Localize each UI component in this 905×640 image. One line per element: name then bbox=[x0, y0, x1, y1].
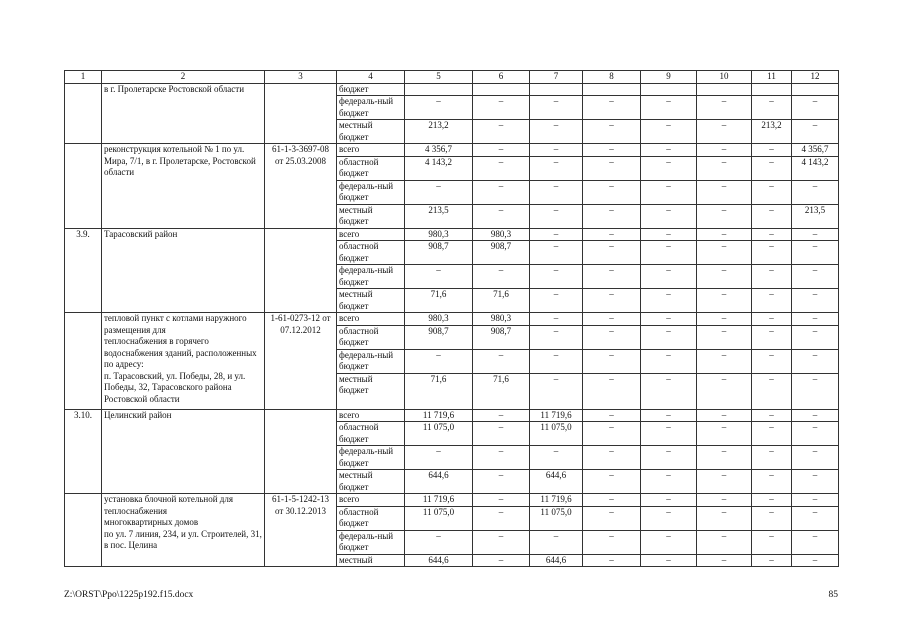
amount-cell: – bbox=[641, 265, 697, 289]
amount-cell: – bbox=[641, 506, 697, 530]
project-code-cell bbox=[265, 228, 337, 313]
item-number-cell bbox=[65, 494, 102, 567]
amount-cell: 213,5 bbox=[792, 204, 839, 228]
amount-cell: – bbox=[583, 349, 641, 373]
project-code-cell: 61-1-5-1242-13 от 30.12.2013 bbox=[265, 494, 337, 567]
amount-cell: – bbox=[405, 530, 473, 554]
amount-cell: – bbox=[697, 120, 752, 144]
item-name-line: установка блочной котельной для теплоснабжения bbox=[104, 494, 234, 516]
amount-cell: – bbox=[583, 470, 641, 494]
amount-cell: – bbox=[792, 349, 839, 373]
amount-cell: 4 356,7 bbox=[405, 144, 473, 157]
funding-source-cell: областной бюджет bbox=[337, 325, 405, 349]
amount-cell: – bbox=[583, 446, 641, 470]
amount-cell: – bbox=[583, 180, 641, 204]
amount-cell: – bbox=[530, 144, 583, 157]
amount-cell: – bbox=[473, 530, 530, 554]
amount-cell: – bbox=[473, 409, 530, 422]
amount-cell bbox=[792, 83, 839, 96]
amount-cell: 11 075,0 bbox=[405, 422, 473, 446]
table-row bbox=[65, 494, 839, 507]
funding-source-cell: всего bbox=[337, 228, 405, 241]
amount-cell: – bbox=[530, 313, 583, 326]
amount-cell: 980,3 bbox=[405, 313, 473, 326]
amount-cell: – bbox=[530, 120, 583, 144]
amount-cell: – bbox=[641, 289, 697, 313]
funding-source-cell: всего bbox=[337, 494, 405, 507]
amount-cell: 908,7 bbox=[473, 241, 530, 265]
amount-cell: – bbox=[752, 204, 792, 228]
amount-cell: 644,6 bbox=[405, 554, 473, 567]
amount-cell: – bbox=[641, 530, 697, 554]
amount-cell: – bbox=[792, 373, 839, 409]
funding-source-cell: областной бюджет bbox=[337, 506, 405, 530]
amount-cell: – bbox=[792, 180, 839, 204]
amount-cell: 908,7 bbox=[405, 325, 473, 349]
amount-cell: – bbox=[530, 530, 583, 554]
header-cell: 10 bbox=[697, 71, 752, 84]
amount-cell: – bbox=[583, 120, 641, 144]
item-name-cell bbox=[102, 144, 265, 229]
item-name-line: п. Тарасовский, ул. Победы, 28, и ул. Победы, 32, Тарасовского района Ростовской области bbox=[104, 370, 246, 404]
amount-cell: – bbox=[641, 313, 697, 326]
amount-cell: – bbox=[697, 96, 752, 120]
amount-cell: – bbox=[792, 313, 839, 326]
item-name-line: реконструкция котельной № 1 по ул. Мира, 7/1, в г. Пролетарске, Ростовской области bbox=[104, 144, 256, 177]
amount-cell: – bbox=[473, 204, 530, 228]
amount-cell: – bbox=[697, 265, 752, 289]
amount-cell: – bbox=[752, 554, 792, 567]
amount-cell: – bbox=[641, 228, 697, 241]
amount-cell: – bbox=[583, 325, 641, 349]
amount-cell: – bbox=[752, 180, 792, 204]
amount-cell: – bbox=[530, 180, 583, 204]
amount-cell: – bbox=[583, 204, 641, 228]
item-name-line: в пос. Целина bbox=[104, 540, 158, 550]
amount-cell: – bbox=[697, 289, 752, 313]
amount-cell: – bbox=[583, 144, 641, 157]
amount-cell: – bbox=[697, 144, 752, 157]
amount-cell: – bbox=[583, 494, 641, 507]
amount-cell: – bbox=[583, 289, 641, 313]
amount-cell: – bbox=[792, 120, 839, 144]
amount-cell: – bbox=[752, 96, 792, 120]
amount-cell: – bbox=[792, 506, 839, 530]
amount-cell: 71,6 bbox=[473, 373, 530, 409]
amount-cell: – bbox=[752, 144, 792, 157]
amount-cell: – bbox=[792, 289, 839, 313]
amount-cell: 71,6 bbox=[405, 373, 473, 409]
funding-source-cell: федераль-ный бюджет bbox=[337, 180, 405, 204]
amount-cell: – bbox=[641, 241, 697, 265]
amount-cell: 11 719,6 bbox=[530, 494, 583, 507]
amount-cell: – bbox=[530, 241, 583, 265]
amount-cell: – bbox=[792, 228, 839, 241]
amount-cell: – bbox=[583, 422, 641, 446]
amount-cell: – bbox=[583, 265, 641, 289]
amount-cell: 11 075,0 bbox=[530, 506, 583, 530]
item-name-cell bbox=[102, 409, 265, 494]
amount-cell bbox=[583, 83, 641, 96]
amount-cell: – bbox=[697, 313, 752, 326]
amount-cell: – bbox=[697, 180, 752, 204]
item-number-cell bbox=[65, 83, 102, 144]
amount-cell: – bbox=[792, 494, 839, 507]
amount-cell: – bbox=[752, 530, 792, 554]
amount-cell: 11 719,6 bbox=[405, 494, 473, 507]
amount-cell: – bbox=[530, 96, 583, 120]
amount-cell: – bbox=[752, 289, 792, 313]
amount-cell: – bbox=[473, 144, 530, 157]
amount-cell: 4 143,2 bbox=[792, 156, 839, 180]
amount-cell: – bbox=[405, 265, 473, 289]
item-name-line: Тарасовский район bbox=[104, 228, 178, 239]
amount-cell: – bbox=[752, 422, 792, 446]
amount-cell: – bbox=[641, 156, 697, 180]
funding-source-cell: всего bbox=[337, 144, 405, 157]
amount-cell: – bbox=[583, 241, 641, 265]
amount-cell: – bbox=[697, 241, 752, 265]
amount-cell: – bbox=[792, 265, 839, 289]
funding-source-cell: федераль-ный бюджет bbox=[337, 446, 405, 470]
amount-cell: 908,7 bbox=[405, 241, 473, 265]
amount-cell bbox=[752, 83, 792, 96]
amount-cell: – bbox=[792, 530, 839, 554]
item-name-cell bbox=[102, 228, 265, 313]
amount-cell: – bbox=[792, 96, 839, 120]
header-cell: 5 bbox=[405, 71, 473, 84]
header-cell: 9 bbox=[641, 71, 697, 84]
amount-cell: – bbox=[473, 506, 530, 530]
funding-source-cell: областной бюджет bbox=[337, 241, 405, 265]
amount-cell: – bbox=[641, 144, 697, 157]
amount-cell: 980,3 bbox=[473, 313, 530, 326]
amount-cell: – bbox=[530, 349, 583, 373]
table-row bbox=[65, 144, 839, 157]
amount-cell: – bbox=[473, 120, 530, 144]
amount-cell: – bbox=[641, 494, 697, 507]
amount-cell: – bbox=[530, 325, 583, 349]
funding-source-cell: местный bbox=[337, 554, 405, 567]
amount-cell: 644,6 bbox=[530, 470, 583, 494]
funding-source-cell: федераль-ный бюджет bbox=[337, 530, 405, 554]
item-name-cell bbox=[102, 494, 265, 567]
amount-cell: – bbox=[792, 241, 839, 265]
header-cell: 7 bbox=[530, 71, 583, 84]
amount-cell: – bbox=[752, 241, 792, 265]
item-number-cell: 3.9. bbox=[65, 228, 102, 313]
amount-cell: – bbox=[473, 96, 530, 120]
amount-cell: 71,6 bbox=[473, 289, 530, 313]
item-number-cell bbox=[65, 144, 102, 229]
amount-cell: – bbox=[530, 228, 583, 241]
amount-cell: – bbox=[641, 325, 697, 349]
header-cell: 4 bbox=[337, 71, 405, 84]
amount-cell: – bbox=[697, 554, 752, 567]
amount-cell: – bbox=[530, 373, 583, 409]
item-number-cell bbox=[65, 313, 102, 410]
amount-cell: – bbox=[405, 96, 473, 120]
table-row bbox=[65, 409, 839, 422]
amount-cell: – bbox=[792, 325, 839, 349]
amount-cell: 980,3 bbox=[473, 228, 530, 241]
header-cell: 12 bbox=[792, 71, 839, 84]
amount-cell: – bbox=[752, 313, 792, 326]
amount-cell: – bbox=[405, 446, 473, 470]
amount-cell bbox=[473, 83, 530, 96]
header-cell: 1 bbox=[65, 71, 102, 84]
item-name-line: по ул. 7 линия, 234, и ул. Строителей, 31, bbox=[104, 528, 262, 539]
amount-cell: – bbox=[583, 530, 641, 554]
amount-cell: – bbox=[641, 554, 697, 567]
amount-cell: – bbox=[752, 494, 792, 507]
amount-cell: – bbox=[473, 446, 530, 470]
funding-source-cell: всего bbox=[337, 313, 405, 326]
amount-cell: – bbox=[583, 373, 641, 409]
item-name-cell bbox=[102, 83, 265, 144]
amount-cell: – bbox=[641, 422, 697, 446]
funding-source-cell: местный бюджет bbox=[337, 120, 405, 144]
amount-cell: – bbox=[697, 228, 752, 241]
amount-cell: – bbox=[697, 530, 752, 554]
amount-cell: – bbox=[641, 120, 697, 144]
amount-cell: – bbox=[697, 409, 752, 422]
item-name-line: Целинский район bbox=[104, 409, 172, 420]
item-name-line: тепловой пункт с котлами наружного размещения для bbox=[104, 313, 247, 335]
item-number-cell: 3.10. bbox=[65, 409, 102, 494]
amount-cell: – bbox=[473, 470, 530, 494]
amount-cell: – bbox=[473, 156, 530, 180]
amount-cell: – bbox=[752, 265, 792, 289]
amount-cell: – bbox=[792, 554, 839, 567]
amount-cell: 11 075,0 bbox=[530, 422, 583, 446]
amount-cell: 4 356,7 bbox=[792, 144, 839, 157]
funding-source-cell: местный бюджет bbox=[337, 289, 405, 313]
item-name-line: водоснабжения зданий, расположенных по адресу: bbox=[104, 347, 257, 369]
amount-cell: – bbox=[792, 409, 839, 422]
amount-cell: – bbox=[752, 373, 792, 409]
amount-cell bbox=[405, 83, 473, 96]
amount-cell: – bbox=[697, 422, 752, 446]
amount-cell: – bbox=[697, 204, 752, 228]
funding-source-cell: областной бюджет bbox=[337, 422, 405, 446]
project-code-cell: 61-1-3-3697-08 от 25.03.2008 bbox=[265, 144, 337, 229]
table-row bbox=[65, 313, 839, 326]
amount-cell: – bbox=[405, 180, 473, 204]
amount-cell: – bbox=[697, 470, 752, 494]
budget-table bbox=[64, 70, 839, 567]
amount-cell: 4 143,2 bbox=[405, 156, 473, 180]
funding-source-cell: всего bbox=[337, 409, 405, 422]
amount-cell: – bbox=[697, 494, 752, 507]
funding-source-cell: местный бюджет bbox=[337, 373, 405, 409]
amount-cell: – bbox=[641, 180, 697, 204]
amount-cell: – bbox=[752, 228, 792, 241]
amount-cell: – bbox=[752, 506, 792, 530]
funding-source-cell: местный бюджет bbox=[337, 204, 405, 228]
amount-cell: – bbox=[641, 446, 697, 470]
table-row bbox=[65, 228, 839, 241]
amount-cell: – bbox=[473, 554, 530, 567]
amount-cell: – bbox=[697, 349, 752, 373]
amount-cell bbox=[641, 83, 697, 96]
amount-cell: 908,7 bbox=[473, 325, 530, 349]
item-name-line: многоквартирных домов bbox=[104, 517, 199, 527]
amount-cell: – bbox=[641, 349, 697, 373]
amount-cell: – bbox=[530, 204, 583, 228]
amount-cell: – bbox=[641, 204, 697, 228]
amount-cell: 11 075,0 bbox=[405, 506, 473, 530]
amount-cell: – bbox=[697, 373, 752, 409]
amount-cell: – bbox=[473, 494, 530, 507]
funding-source-cell: федераль-ный бюджет bbox=[337, 265, 405, 289]
header-cell: 8 bbox=[583, 71, 641, 84]
amount-cell: – bbox=[641, 470, 697, 494]
header-cell: 3 bbox=[265, 71, 337, 84]
amount-cell: – bbox=[583, 156, 641, 180]
item-name-line: в г. Пролетарске Ростовской области bbox=[104, 83, 245, 94]
amount-cell: – bbox=[583, 554, 641, 567]
amount-cell: – bbox=[792, 446, 839, 470]
item-name-line: теплоснабжения в горячего bbox=[104, 336, 209, 346]
funding-source-cell: бюджет bbox=[337, 83, 405, 96]
amount-cell: – bbox=[583, 228, 641, 241]
funding-source-cell: федераль-ный бюджет bbox=[337, 96, 405, 120]
amount-cell: – bbox=[752, 409, 792, 422]
amount-cell: – bbox=[752, 156, 792, 180]
amount-cell: – bbox=[530, 446, 583, 470]
amount-cell bbox=[697, 83, 752, 96]
project-code-cell bbox=[265, 409, 337, 494]
amount-cell: – bbox=[697, 325, 752, 349]
amount-cell: – bbox=[530, 265, 583, 289]
amount-cell: – bbox=[473, 349, 530, 373]
amount-cell: 71,6 bbox=[405, 289, 473, 313]
amount-cell: – bbox=[583, 506, 641, 530]
amount-cell: – bbox=[641, 409, 697, 422]
funding-source-cell: областной бюджет bbox=[337, 156, 405, 180]
amount-cell: – bbox=[641, 96, 697, 120]
project-code-cell: 1-61-0273-12 от 07.12.2012 bbox=[265, 313, 337, 410]
amount-cell: – bbox=[473, 265, 530, 289]
project-code-cell bbox=[265, 83, 337, 144]
amount-cell: – bbox=[792, 422, 839, 446]
amount-cell: – bbox=[792, 470, 839, 494]
amount-cell: – bbox=[752, 349, 792, 373]
amount-cell bbox=[530, 83, 583, 96]
footer-page-number: 85 bbox=[828, 590, 838, 600]
amount-cell: 11 719,6 bbox=[530, 409, 583, 422]
amount-cell: – bbox=[697, 446, 752, 470]
amount-cell: – bbox=[752, 325, 792, 349]
amount-cell: 213,5 bbox=[405, 204, 473, 228]
amount-cell: – bbox=[697, 506, 752, 530]
amount-cell: – bbox=[583, 409, 641, 422]
footer-file-path: Z:\ORST\Ppo\1225p192.f15.docx bbox=[64, 590, 194, 600]
amount-cell: – bbox=[473, 422, 530, 446]
item-name-cell bbox=[102, 313, 265, 410]
funding-source-cell: местный бюджет bbox=[337, 470, 405, 494]
table-row bbox=[65, 83, 839, 96]
amount-cell: – bbox=[405, 349, 473, 373]
amount-cell: 213,2 bbox=[405, 120, 473, 144]
amount-cell: – bbox=[752, 470, 792, 494]
amount-cell: 644,6 bbox=[530, 554, 583, 567]
amount-cell: 644,6 bbox=[405, 470, 473, 494]
amount-cell: – bbox=[583, 96, 641, 120]
amount-cell: – bbox=[530, 289, 583, 313]
amount-cell: 11 719,6 bbox=[405, 409, 473, 422]
amount-cell: – bbox=[697, 156, 752, 180]
header-row bbox=[65, 71, 839, 84]
amount-cell: 980,3 bbox=[405, 228, 473, 241]
amount-cell: – bbox=[583, 313, 641, 326]
header-cell: 2 bbox=[102, 71, 265, 84]
amount-cell: – bbox=[641, 373, 697, 409]
header-cell: 11 bbox=[752, 71, 792, 84]
amount-cell: – bbox=[752, 446, 792, 470]
amount-cell: – bbox=[473, 180, 530, 204]
amount-cell: – bbox=[530, 156, 583, 180]
funding-source-cell: федераль-ный бюджет bbox=[337, 349, 405, 373]
amount-cell: 213,2 bbox=[752, 120, 792, 144]
header-cell: 6 bbox=[473, 71, 530, 84]
